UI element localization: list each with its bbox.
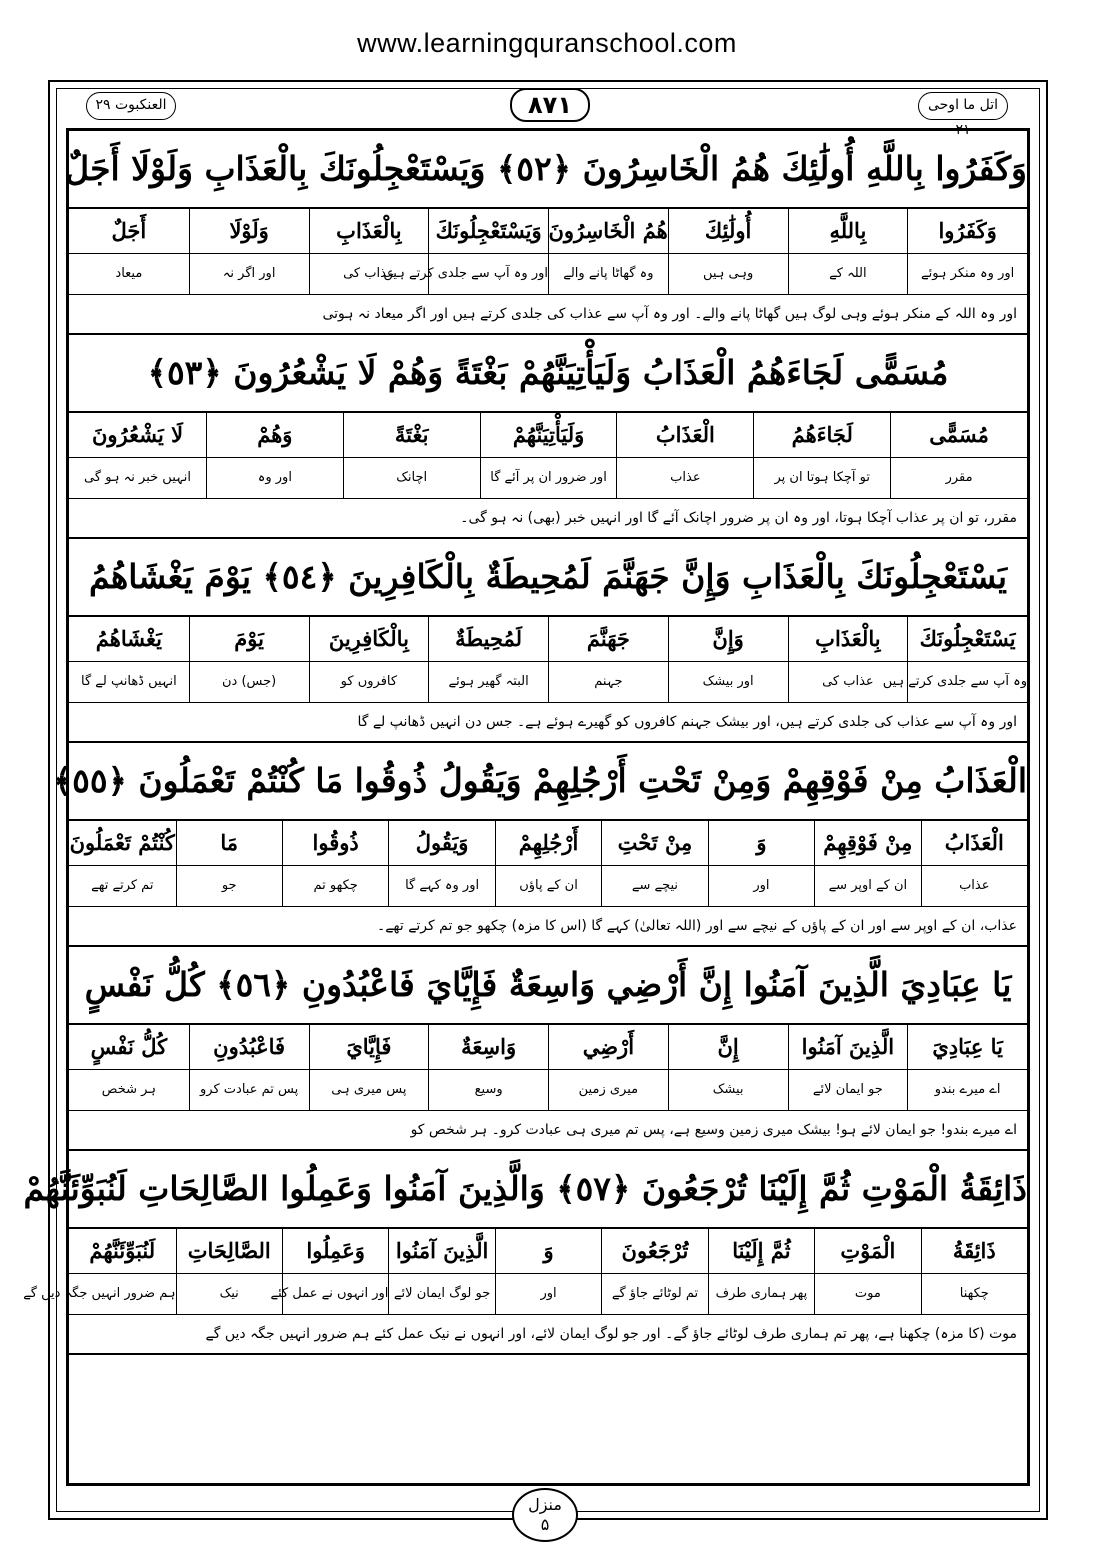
arabic-word-cell: يَا عِبَادِيَ: [907, 1025, 1027, 1069]
arabic-word-cell: الَّذِينَ آمَنُوا: [388, 1229, 494, 1273]
urdu-translation-line: موت (کا مزہ) چکھنا ہے، پھر تم ہماری طرف لوٹائے جاؤ گے۔ اور جو لوگ ایمان لائے، اور انہوں نے نیک عمل کئے ہم ضرور انہیں جگہ دیں گے: [205, 1326, 1017, 1342]
verse-section: [65, 131, 1027, 335]
urdu-meaning-cell: جو لوگ ایمان لائے: [388, 1274, 494, 1314]
arabic-word-cell: كُنْتُمْ تَعْمَلُونَ: [69, 830, 175, 855]
urdu-meaning-cell: میعاد: [115, 266, 143, 281]
urdu-meaning-cell: اور اگر نہ: [189, 254, 309, 294]
arabic-word-cell: لَا يَشْعُرُونَ: [91, 422, 184, 447]
site-url: www.learningquranschool.com: [357, 28, 737, 58]
verse-section: [69, 539, 1027, 743]
urdu-meaning-cell: البتہ گھیر ہوئے: [428, 662, 548, 702]
meaning-row: [23, 1274, 1027, 1315]
arabic-word-cell: وَهُمْ: [206, 413, 343, 457]
word-row: [69, 617, 1027, 662]
arabic-word-cell: لَجَاءَهُمُ: [753, 413, 890, 457]
meaning-row: [69, 866, 1027, 907]
urdu-meaning-cell: پھر ہماری طرف: [708, 1274, 814, 1314]
urdu-meaning-cell: انہیں خبر نہ ہو گی: [84, 470, 191, 485]
arabic-word-cell: أَرْجُلِهِمْ: [495, 821, 601, 865]
meaning-row: [69, 458, 1027, 499]
manzil-badge: [512, 1488, 578, 1542]
urdu-meaning-cell: ان کے پاؤں: [495, 866, 601, 906]
arabic-word-cell: مَا: [176, 821, 282, 865]
urdu-meaning-cell: بیشک: [668, 1070, 788, 1110]
meaning-row: [69, 254, 1027, 295]
arabic-word-cell: أَجَلٌ: [111, 218, 147, 243]
word-row: [69, 209, 1027, 254]
urdu-meaning-cell: چکھنا: [921, 1274, 1027, 1314]
arabic-word-cell: وَلَيَأْتِيَنَّهُمْ: [480, 413, 617, 457]
arabic-word-cell: ثُمَّ إِلَيْنَا: [708, 1229, 814, 1273]
urdu-meaning-cell: جو: [176, 866, 282, 906]
arabic-word-cell: أَرْضِي: [548, 1025, 668, 1069]
arabic-word-cell: الَّذِينَ آمَنُوا: [788, 1025, 908, 1069]
word-row: [69, 1229, 1027, 1274]
arabic-word-cell: وَيَسْتَعْجِلُونَكَ: [428, 209, 548, 253]
page-number: ۸۷۱: [510, 88, 590, 122]
word-row: [69, 413, 1027, 458]
arabic-word-cell: يَسْتَعْجِلُونَكَ: [907, 617, 1027, 661]
arabic-word-cell: لَنُبَوِّئَنَّهُمْ: [89, 1238, 156, 1263]
arabic-word-cell: جَهَنَّمَ: [548, 617, 668, 661]
arabic-word-cell: مِنْ فَوْقِهِمْ: [814, 821, 920, 865]
urdu-meaning-cell: وسیع: [428, 1070, 548, 1110]
urdu-meaning-cell: اور وہ کہے گا: [388, 866, 494, 906]
quran-content: [23, 131, 1027, 1355]
urdu-meaning-cell: تم لوٹائے جاؤ گے: [601, 1274, 707, 1314]
urdu-meaning-cell: ان کے اوپر سے: [814, 866, 920, 906]
urdu-meaning-cell: اللہ کے: [788, 254, 908, 294]
arabic-word-cell: الصَّالِحَاتِ: [176, 1229, 282, 1273]
arabic-word-cell: يَغْشَاهُمُ: [95, 626, 162, 651]
arabic-verse-line: يَا عِبَادِيَ الَّذِينَ آمَنُوا إِنَّ أَرْضِي وَاسِعَةٌ فَإِيَّايَ فَاعْبُدُونِ ﴿٥٦﴾ كُلُّ نَفْسٍ: [69, 947, 1027, 1025]
arabic-word-cell: بِاللَّهِ: [788, 209, 908, 253]
arabic-word-cell: أُولَٰئِكَ: [668, 209, 788, 253]
meaning-row: [69, 1070, 1027, 1111]
arabic-word-cell: يَوْمَ: [189, 617, 309, 661]
urdu-meaning-cell: اور: [708, 866, 814, 906]
arabic-word-cell: الْعَذَابُ: [616, 413, 753, 457]
urdu-meaning-cell: عذاب: [921, 866, 1027, 906]
urdu-meaning-cell: ہر شخص: [101, 1082, 156, 1097]
arabic-word-cell: وَكَفَرُوا: [907, 209, 1027, 253]
urdu-meaning-cell: پس تم عبادت کرو: [189, 1070, 309, 1110]
arabic-word-cell: مُسَمًّى: [890, 413, 1027, 457]
urdu-meaning-cell: اور وہ آپ سے جلدی کرتے ہیں: [428, 254, 548, 294]
urdu-meaning-cell: میری زمین: [548, 1070, 668, 1110]
urdu-translation-line: اے میرے بندو! جو ایمان لائے ہو! بیشک میری زمین وسیع ہے، پس تم میری ہی عبادت کرو۔ ہر شخص کو: [410, 1122, 1017, 1138]
arabic-word-cell: بَغْتَةً: [343, 413, 480, 457]
urdu-meaning-cell: وہ گھاٹا پانے والے: [548, 254, 668, 294]
arabic-word-cell: وَ: [708, 821, 814, 865]
urdu-meaning-cell: اور وہ منکر ہوئے: [907, 254, 1027, 294]
arabic-word-cell: بِالْكَافِرِينَ: [309, 617, 429, 661]
arabic-word-cell: وَ: [495, 1229, 601, 1273]
arabic-word-cell: وَاسِعَةٌ: [428, 1025, 548, 1069]
urdu-meaning-cell: اچانک: [343, 458, 480, 498]
urdu-meaning-cell: اور انہوں نے عمل کئے: [282, 1274, 388, 1314]
urdu-meaning-cell: ہم ضرور انہیں جگہ دیں گے: [23, 1286, 176, 1301]
arabic-verse-line: مُسَمًّى لَجَاءَهُمُ الْعَذَابُ وَلَيَأْتِيَنَّهُمْ بَغْتَةً وَهُمْ لَا يَشْعُرُونَ ﴿٥٣﴾: [69, 335, 1027, 413]
verse-section: [52, 743, 1027, 947]
urdu-meaning-cell: اور ضرور ان پر آئے گا: [480, 458, 617, 498]
urdu-meaning-cell: پس میری ہی: [309, 1070, 429, 1110]
urdu-meaning-cell: نیک: [176, 1274, 282, 1314]
urdu-meaning-cell: تو آچکا ہوتا ان پر: [753, 458, 890, 498]
urdu-meaning-cell: عذاب: [616, 458, 753, 498]
urdu-meaning-cell: اے میرے بندو: [907, 1070, 1027, 1110]
arabic-word-cell: وَإِنَّ: [668, 617, 788, 661]
urdu-meaning-cell: جہنم: [548, 662, 668, 702]
arabic-verse-line: وَكَفَرُوا بِاللَّهِ أُولَٰئِكَ هُمُ الْخَاسِرُونَ ﴿٥٢﴾ وَيَسْتَعْجِلُونَكَ بِالْعَذَابِ وَلَوْلَا أَجَلٌ: [69, 131, 1027, 209]
arabic-word-cell: إِنَّ: [668, 1025, 788, 1069]
arabic-word-cell: ذُوقُوا: [282, 821, 388, 865]
arabic-word-cell: هُمُ الْخَاسِرُونَ: [548, 209, 668, 253]
meaning-row: [69, 662, 1027, 703]
arabic-word-cell: الْعَذَابُ: [921, 821, 1027, 865]
verse-section: [69, 947, 1027, 1151]
urdu-meaning-cell: اور: [495, 1274, 601, 1314]
arabic-word-cell: وَعَمِلُوا: [282, 1229, 388, 1273]
urdu-meaning-cell: اور وہ: [206, 458, 343, 498]
arabic-word-cell: مِنْ تَحْتِ: [601, 821, 707, 865]
urdu-translation-line: عذاب، ان کے اوپر سے اور ان کے پاؤں کے نیچے سے اور (اللہ تعالیٰ) کہے گا (اس کا مزہ) چکھو جو تم کرتے تھے۔: [376, 918, 1017, 934]
manzil-label: منزل: [528, 1495, 562, 1514]
arabic-word-cell: وَيَقُولُ: [388, 821, 494, 865]
arabic-word-cell: بِالْعَذَابِ: [788, 617, 908, 661]
arabic-word-cell: فَاعْبُدُونِ: [189, 1025, 309, 1069]
urdu-meaning-cell: تم کرتے تھے: [91, 878, 154, 893]
arabic-verse-line: ذَائِقَةُ الْمَوْتِ ثُمَّ إِلَيْنَا تُرْجَعُونَ ﴿٥٧﴾ وَالَّذِينَ آمَنُوا وَعَمِلُوا الصَّالِحَاتِ لَنُبَوِّئَنَّهُمْ: [69, 1151, 1027, 1229]
arabic-verse-line: الْعَذَابُ مِنْ فَوْقِهِمْ وَمِنْ تَحْتِ أَرْجُلِهِمْ وَيَقُولُ ذُوقُوا مَا كُنْتُمْ تَعْمَلُونَ ﴿٥٥﴾: [69, 743, 1027, 821]
urdu-translation-line: اور وہ اللہ کے منکر ہوئے وہی لوگ ہیں گھاٹا پانے والے۔ اور وہ آپ سے عذاب کی جلدی کرتے ہیں اور اگر میعاد نہ ہوتی: [322, 306, 1017, 322]
arabic-verse-line: يَسْتَعْجِلُونَكَ بِالْعَذَابِ وَإِنَّ جَهَنَّمَ لَمُحِيطَةٌ بِالْكَافِرِينَ ﴿٥٤﴾ يَوْمَ يَغْشَاهُمُ: [69, 539, 1027, 617]
urdu-meaning-cell: چکھو تم: [282, 866, 388, 906]
arabic-word-cell: ذَائِقَةُ: [921, 1229, 1027, 1273]
arabic-word-cell: فَإِيَّايَ: [309, 1025, 429, 1069]
manzil-number: ۵: [540, 1515, 550, 1534]
urdu-meaning-cell: وہ آپ سے جلدی کرتے ہیں: [907, 662, 1027, 702]
urdu-meaning-cell: موت: [814, 1274, 920, 1314]
verse-section: [69, 335, 1027, 539]
urdu-meaning-cell: وہی ہیں: [668, 254, 788, 294]
juz-label: اتل ما اوحی ۲۱: [918, 92, 1008, 120]
arabic-word-cell: بِالْعَذَابِ: [309, 209, 429, 253]
arabic-word-cell: الْمَوْتِ: [814, 1229, 920, 1273]
urdu-meaning-cell: کافروں کو: [309, 662, 429, 702]
verse-section: [23, 1151, 1027, 1355]
urdu-meaning-cell: عذاب کی: [309, 254, 429, 294]
arabic-word-cell: تُرْجَعُونَ: [601, 1229, 707, 1273]
arabic-word-cell: وَلَوْلَا: [189, 209, 309, 253]
urdu-meaning-cell: انہیں ڈھانپ لے گا: [80, 674, 177, 689]
arabic-word-cell: لَمُحِيطَةٌ: [428, 617, 548, 661]
word-row: [69, 821, 1027, 866]
urdu-meaning-cell: عذاب کی: [788, 662, 908, 702]
word-row: [69, 1025, 1027, 1070]
urdu-translation-line: مقرر، تو ان پر عذاب آچکا ہوتا، اور وہ ان پر ضرور اچانک آئے گا اور انہیں خبر (بھی) نہ ہو گی۔: [460, 510, 1017, 526]
arabic-word-cell: كُلُّ نَفْسٍ: [90, 1034, 168, 1059]
urdu-translation-line: اور وہ آپ سے عذاب کی جلدی کرتے ہیں، اور بیشک جہنم کافروں کو گھیرے ہوئے ہے۔ جس دن انہیں ڈھانپ لے گا: [357, 714, 1017, 730]
urdu-meaning-cell: مقرر: [890, 458, 1027, 498]
urdu-meaning-cell: نیچے سے: [601, 866, 707, 906]
urdu-meaning-cell: جو ایمان لائے: [788, 1070, 908, 1110]
urdu-meaning-cell: اور بیشک: [668, 662, 788, 702]
urdu-meaning-cell: (جس) دن: [189, 662, 309, 702]
surah-label: العنکبوت ۲۹: [86, 92, 176, 120]
